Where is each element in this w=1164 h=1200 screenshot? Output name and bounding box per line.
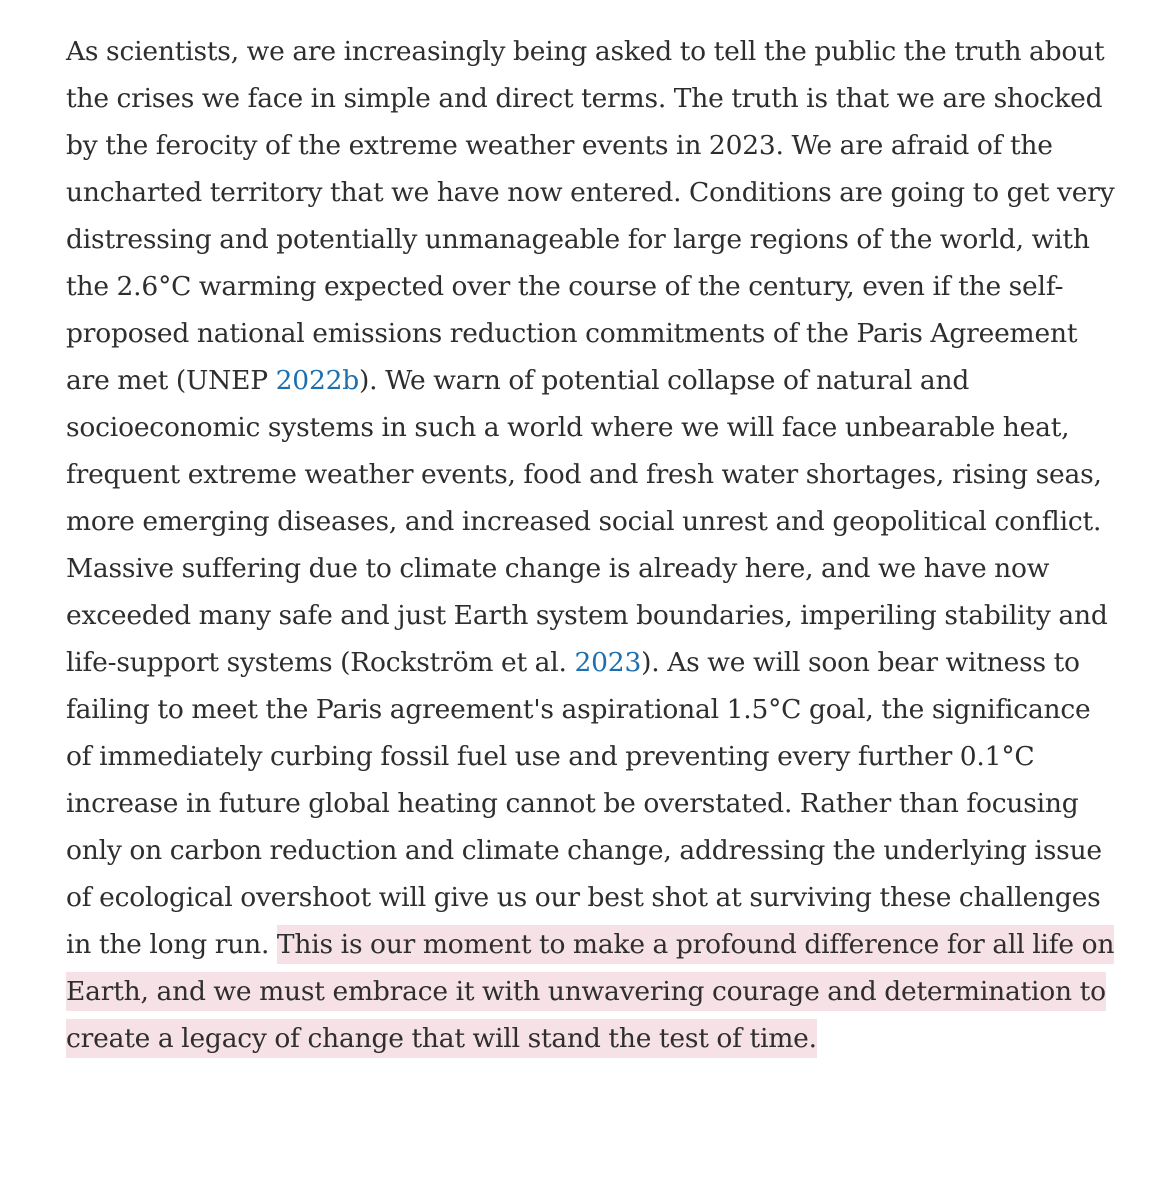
highlighted-sentence: This is our moment to make a profound difference for all life on Earth, and we must embrace it with unwavering courage and determination to create a legacy of change that will stand the test of time.	[66, 925, 1114, 1058]
citation-link-unep-2022b[interactable]: 2022b	[275, 365, 360, 396]
paragraph-text-part-2: ). We warn of potential collapse of natural and socioeconomic systems in such a world where we will face unbearable heat, frequent extreme weather events, food and fresh water shortages, rising seas, more emerging diseases, and increased social unrest and geopolitical conflict. Massive suffering due to climate change is already here, and we have now exceeded many safe and just Earth system boundaries, imperiling stability and life-support systems (Rockström et al.	[66, 365, 1108, 678]
paragraph-text-part-3: ). As we will soon bear witness to failing to meet the Paris agreement's aspirational 1.5°C goal, the significance of immediately curbing fossil fuel use and preventing every further 0.1°C increase in future global heating cannot be overstated. Rather than focusing only on carbon reduction and climate change, addressing the underlying issue of ecological overshoot will give us our best shot at surviving these challenges in the long run.	[66, 647, 1102, 960]
article-paragraph	[66, 28, 1122, 1062]
citation-link-rockstrom-2023[interactable]: 2023	[574, 647, 642, 678]
paragraph-text-part-1: As scientists, we are increasingly being asked to tell the public the truth about the crises we face in simple and direct terms. The truth is that we are shocked by the ferocity of the extreme weather events in 2023. We are afraid of the uncharted territory that we have now entered. Conditions are going to get very distressing and potentially unmanageable for large regions of the world, with the 2.6°C warming expected over the course of the century, even if the self-proposed national emissions reduction commitments of the Paris Agreement are met (UNEP	[66, 36, 1115, 396]
article-body	[66, 28, 1122, 1062]
